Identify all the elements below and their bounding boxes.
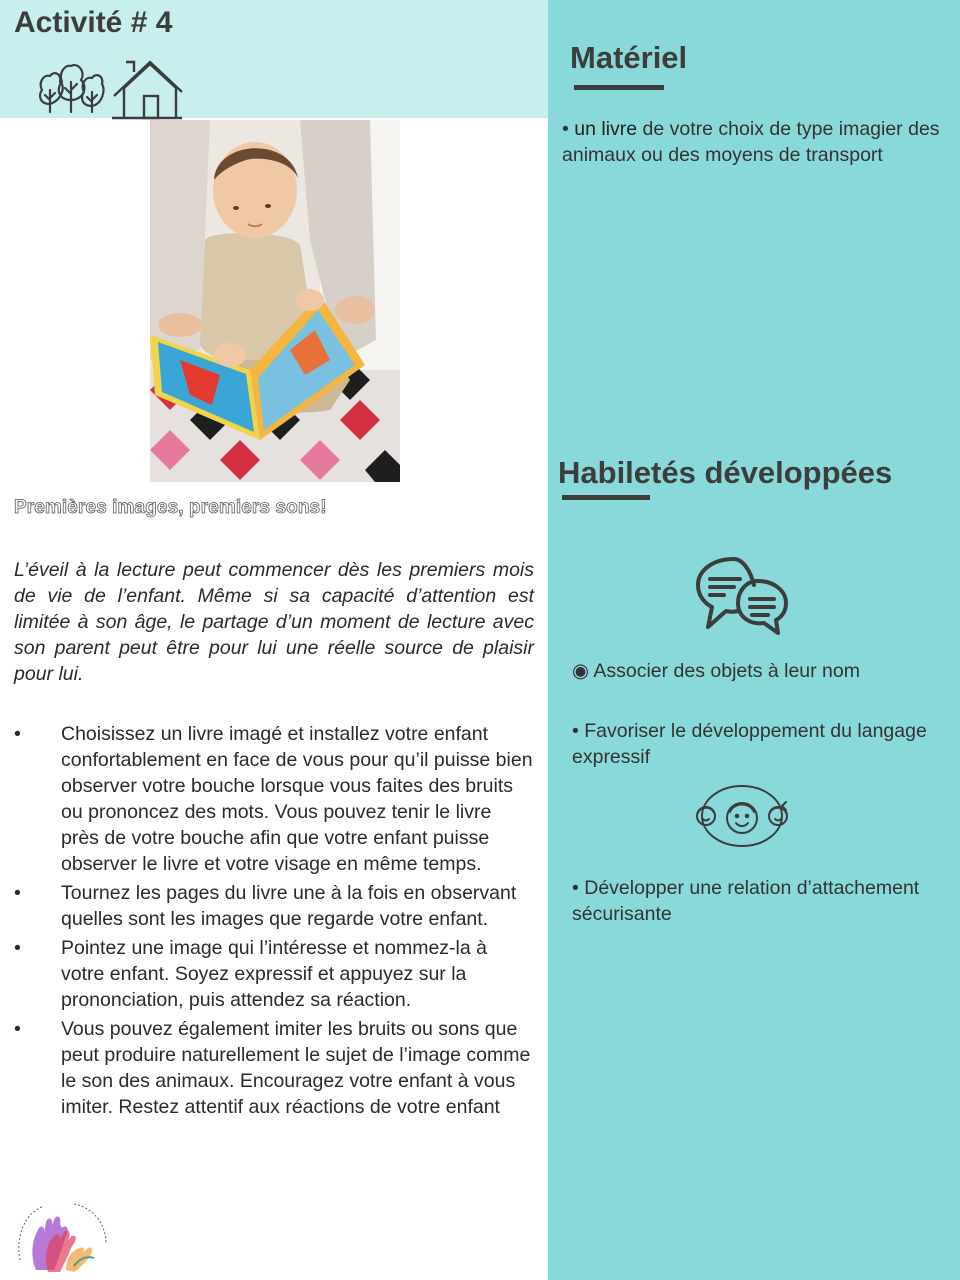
list-item [14,935,534,1013]
list-item [14,1016,534,1120]
bullet: • [14,882,21,904]
step-text: Tournez les pages du livre une à la fois en observant quelles sont les images que regarde votre enfant. [61,882,517,930]
skills-heading: Habiletés développées [558,455,893,490]
baby-reading-photo [150,120,400,482]
house-icon [110,58,184,120]
skill-item: • Développer une relation d’attachement sécurisante [572,877,920,925]
material-item: • un livre de votre choix de type imagier des animaux ou des moyens de transport [562,118,940,166]
right-panel [548,0,960,1280]
intro-paragraph: L’éveil à la lecture peut commencer dès les premiers mois de vie de l’enfant. Même si sa capacité d’attention est limitée à son âge, le partage d’un moment de lecture avec son parent peut être pour lui une réelle source de plaisir pour lui. [14,559,534,685]
trees-icon [36,60,106,120]
material-heading: Matériel [570,40,688,75]
heading-underline [574,85,664,90]
header-band [0,0,548,118]
bullet: • [14,1018,21,1040]
activity-title: Activité # 4 [14,6,173,39]
heading-underline [562,495,650,500]
skill-item: • Favoriser le développement du langage expressif [572,720,927,768]
material-item-highlight: un livre [574,118,638,140]
list-item [14,880,534,932]
step-text: Vous pouvez également imiter les bruits ou sons que peut produire naturellement le sujet de l’image comme le son des animaux. Encouragez votre enfant à vous imiter. Restez attentif aux réactions de votre enfant [61,1018,531,1118]
step-text: Pointez une image qui l’intéresse et nommez-la à votre enfant. Soyez expressif et appuyez sur la prononciation, puis attendez sa réaction. [61,937,487,1011]
bullet: • [14,723,21,745]
bullet: • [14,937,21,959]
skill-item: ◉ Associer des objets à leur nom [572,660,860,682]
hands-logo [14,1200,110,1276]
material-item-rest: de votre choix de type imagier des animaux ou des moyens de transport [562,118,940,166]
list-item [14,721,534,877]
activity-subtitle: Premières images, premiers sons! [14,497,327,518]
family-faces-icon [694,782,790,852]
chat-bubbles-icon [694,555,790,635]
steps-list [14,721,534,1123]
step-text: Choisissez un livre imagé et installez votre enfant confortablement en face de vous pour qu’il puisse bien observer votre bouche lorsque vous faites des bruits ou prononcez des mots. Vous pouvez tenir le livre près de votre bouche afin que votre enfant puisse observer le livre et votre visage en même temps. [61,723,533,875]
